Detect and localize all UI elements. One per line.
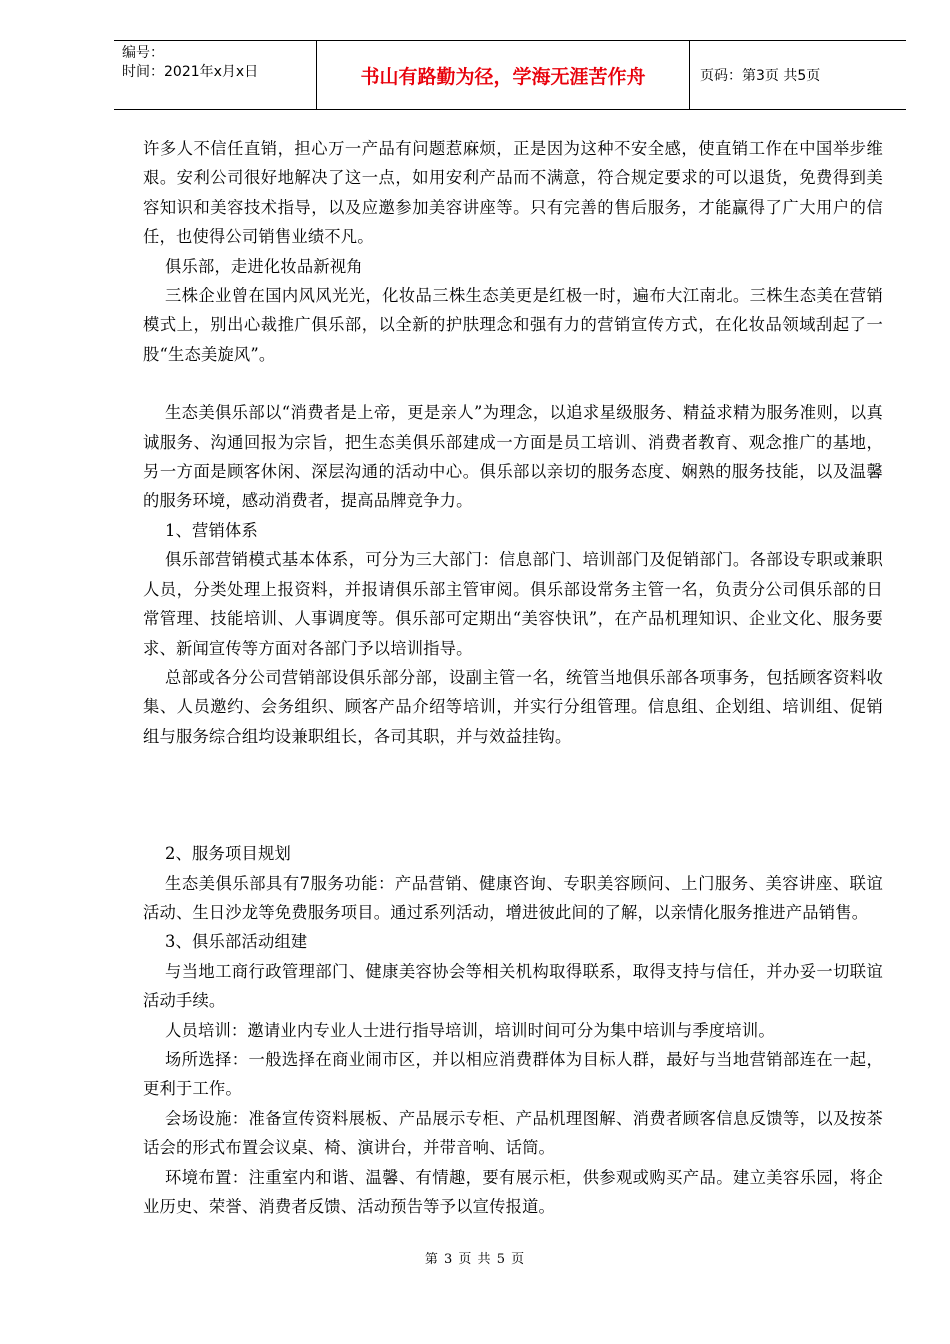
section-heading: 3、俱乐部活动组建 — [165, 932, 308, 952]
paragraph: 生态美俱乐部以“消费者是上帝，更是亲人”为理念，以追求星级服务、精益求精为服务准则，以真诚服务、沟通回报为宗旨，把生态美俱乐部建成一方面是员工培训、消费者教育、观念推广的基地，另一方面是顾客休闲、深层沟通的活动中心。俱乐部以亲切的服务态度、娴熟的服务技能，以及温馨的服务环境，感动消费者，提高品牌竞争力。 — [143, 403, 883, 511]
section-heading: 2、服务项目规划 — [165, 844, 291, 864]
section-heading: 1、营销体系 — [165, 520, 258, 540]
paragraph: 许多人不信任直销，担心万一产品有问题惹麻烦，正是因为这种不安全感，使直销工作在中国举步维艰。安利公司很好地解决了这一点，如用安利产品而不满意，符合规定要求的可以退货，免费得到美容知识和美容技术指导，以及应邀参加美容讲座等。只有完善的售后服务，才能赢得了广大用户的信任，也使得公司销售业绩不凡。 — [143, 139, 883, 247]
blank-space — [143, 751, 883, 839]
header-meta — [114, 41, 316, 109]
paragraph: 生态美俱乐部具有7服务功能：产品营销、健康咨询、专职美容顾问、上门服务、美容讲座、联谊活动、生日沙龙等免费服务项目。通过系列活动，增进彼此间的了解，以亲情化服务推进产品销售。 — [143, 873, 883, 922]
document-body — [143, 134, 883, 1221]
document-number-label: 编号： — [122, 45, 164, 61]
paragraph: 俱乐部营销模式基本体系，可分为三大部门：信息部门、培训部门及促销部门。各部设专职或兼职人员，分类处理上报资料，并报请俱乐部主管审阅。俱乐部设常务主管一名，负责分公司俱乐部的日常管理、技能培训、人事调度等。俱乐部可定期出“美容快讯”，在产品机理知识、企业文化、服务要求、新闻宣传等方面对各部门予以培训指导。 — [143, 550, 883, 658]
page-footer: 第 3 页 共 5 页 — [424, 1252, 526, 1267]
blank-line — [143, 369, 883, 398]
paragraph: 三株企业曾在国内风风光光，化妆品三株生态美更是红极一时，遍布大江南北。三株生态美在营销模式上，别出心裁推广俱乐部，以全新的护肤理念和强有力的营销宣传方式，在化妆品领域刮起了一股“生态美旋风”。 — [143, 286, 883, 364]
document-time-label: 时间：2021年x月x日 — [122, 64, 259, 80]
paragraph: 人员培训：邀请业内专业人士进行指导培训，培训时间可分为集中培训与季度培训。 — [165, 1020, 775, 1040]
paragraph: 环境布置：注重室内和谐、温馨、有情趣，要有展示柜，供参观或购买产品。建立美容乐园，将企业历史、荣誉、消费者反馈、活动预告等予以宣传报道。 — [143, 1167, 883, 1216]
paragraph: 会场设施：准备宣传资料展板、产品展示专柜、产品机理图解、消费者顾客信息反馈等，以及按茶话会的形式布置会议桌、椅、演讲台，并带音响、话筒。 — [143, 1108, 883, 1158]
header-page-info: 页码：第3页 共5页 — [700, 68, 821, 84]
header-motto: 书山有路勤为径，学海无涯苦作舟 — [316, 41, 690, 109]
paragraph: 场所选择：一般选择在商业闹市区，并以相应消费群体为目标人群，最好与当地营销部连在一起，更利于工作。 — [143, 1049, 883, 1099]
paragraph: 与当地工商行政管理部门、健康美容协会等相关机构取得联系，取得支持与信任，并办妥一切联谊活动手续。 — [143, 961, 883, 1011]
paragraph: 总部或各分公司营销部设俱乐部分部，设副主管一名，统管当地俱乐部各项事务，包括顾客资料收集、人员邀约、会务组织、顾客产品介绍等培训，并实行分组管理。信息组、企划组、培训组、促销组与服务综合组均设兼职组长，各司其职，并与效益挂钩。 — [143, 667, 883, 746]
document-header — [114, 40, 906, 110]
section-heading: 俱乐部，走进化妆品新视角 — [165, 256, 363, 276]
